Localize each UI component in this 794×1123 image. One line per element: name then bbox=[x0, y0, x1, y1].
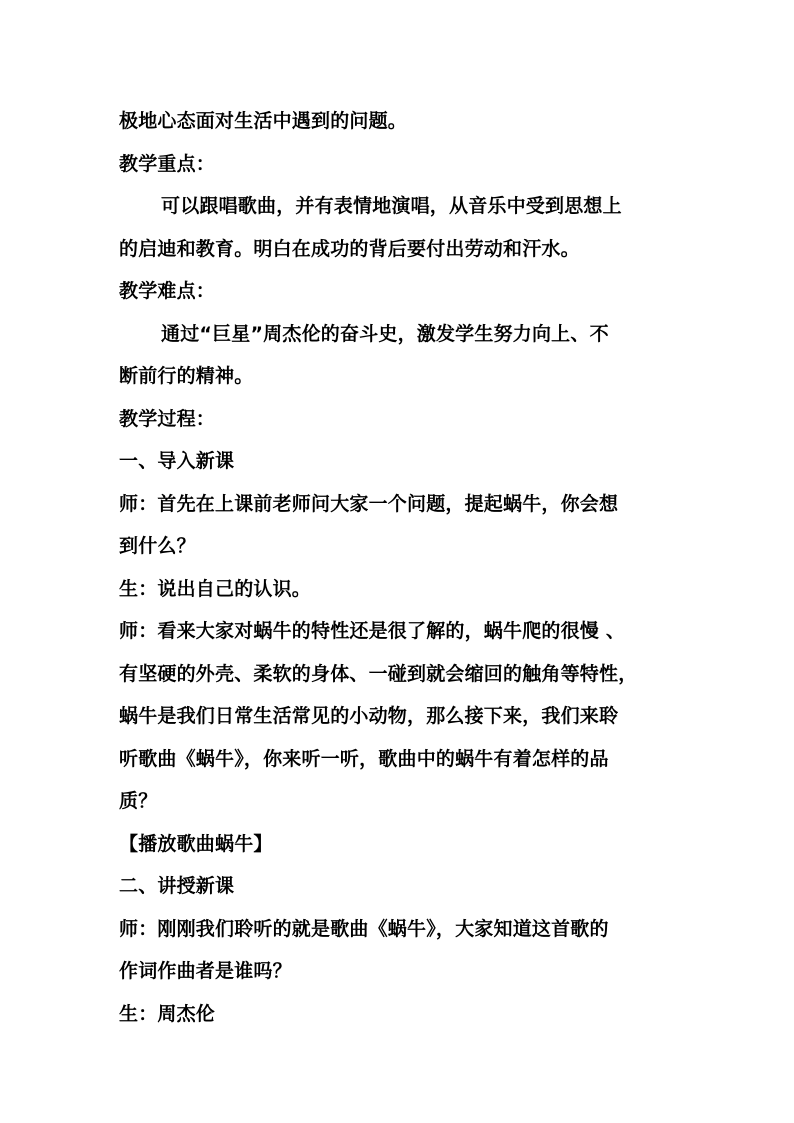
dialogue-line: 有坚硬的外壳、柔软的身体、一碰到就会缩回的触角等特性， bbox=[119, 662, 638, 685]
dialogue-line: 师：看来大家对蜗牛的特性还是很了解的，蜗牛爬的很慢 、 bbox=[119, 620, 626, 642]
section-heading-process: 教学过程： bbox=[119, 407, 216, 430]
paragraph-line: 的启迪和教育。明白在成功的背后要付出劳动和汗水。 bbox=[119, 237, 580, 260]
dialogue-line: 听歌曲《蜗牛》，你来听一听，歌曲中的蜗牛有着怎样的品 bbox=[119, 747, 609, 770]
paragraph-line: 极地心态面对生活中遇到的问题。 bbox=[119, 110, 408, 132]
dialogue-line: 作词作曲者是谁吗？ bbox=[119, 960, 292, 982]
subsection-heading-intro: 一、导入新课 bbox=[119, 450, 235, 472]
paragraph-line: 断前行的精神。 bbox=[119, 365, 254, 387]
stage-direction: 【播放歌曲蜗牛】 bbox=[119, 832, 273, 855]
dialogue-line: 质？ bbox=[119, 790, 158, 812]
document-body bbox=[119, 100, 675, 1035]
dialogue-line: 师：首先在上课前老师问大家一个问题，提起蜗牛，你会想 bbox=[119, 492, 619, 515]
dialogue-line: 师：刚刚我们聆听的就是歌曲《蜗牛》，大家知道这首歌的 bbox=[119, 917, 609, 940]
paragraph-line: 通过“巨星”周杰伦的奋斗史，激发学生努力向上、不 bbox=[161, 322, 609, 345]
dialogue-line: 生：说出自己的认识。 bbox=[119, 577, 312, 600]
section-heading-difficulties: 教学难点： bbox=[119, 280, 216, 302]
section-heading-key-points: 教学重点： bbox=[119, 152, 216, 175]
paragraph-line: 可以跟唱歌曲，并有表情地演唱，从音乐中受到思想上 bbox=[161, 195, 622, 217]
subsection-heading-new-lesson: 二、讲授新课 bbox=[119, 875, 235, 897]
dialogue-line: 到什么？ bbox=[119, 535, 196, 557]
dialogue-line: 蜗牛是我们日常生活常见的小动物，那么接下来，我们来聆 bbox=[119, 705, 619, 727]
dialogue-line: 生：周杰伦 bbox=[119, 1002, 216, 1025]
